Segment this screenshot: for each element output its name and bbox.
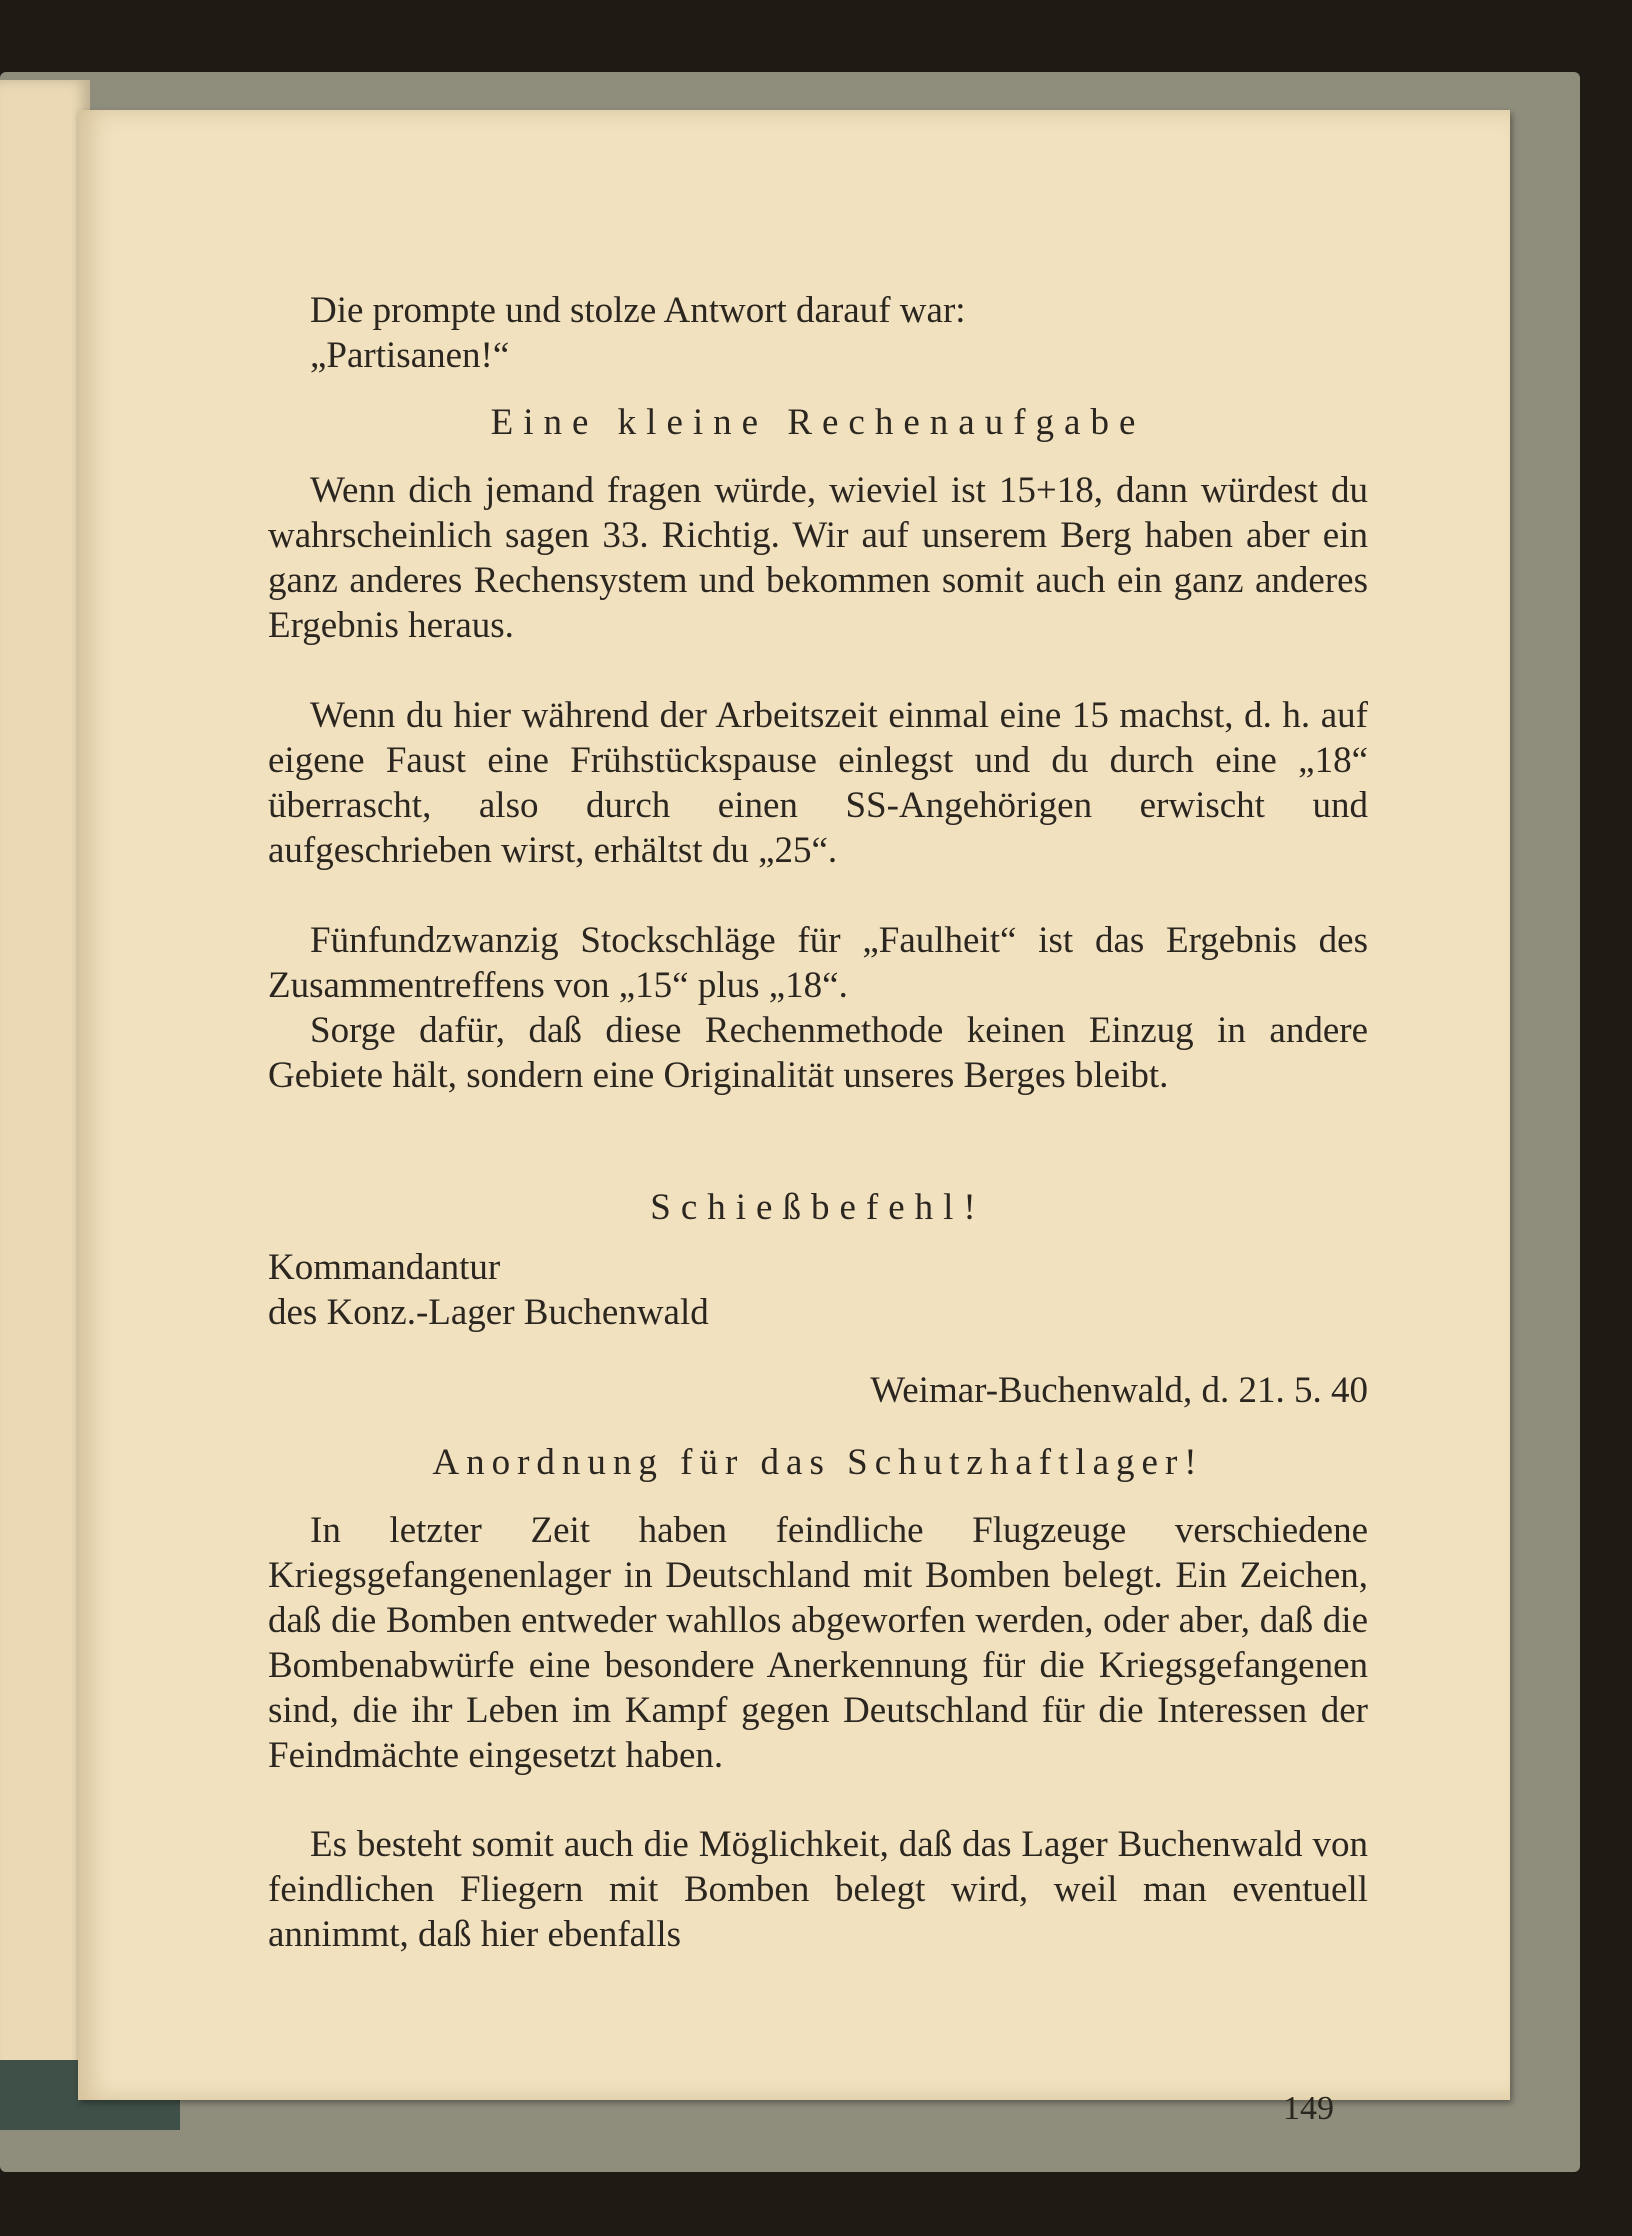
- section-heading-anordnung: Anordnung für das Schutzhaftlager!: [432, 1442, 1204, 1483]
- book-page: [78, 110, 1510, 2127]
- intro-line-1: Die prompte und stolze Antwort darauf war:: [310, 290, 966, 331]
- section-heading-schiessbefehl: Schießbefehl!: [650, 1187, 986, 1228]
- sender-block: [268, 1245, 1368, 1335]
- section-heading-rechenaufgabe: Eine kleine Rechenaufgabe: [490, 402, 1146, 443]
- page-number: 149: [1283, 2090, 1334, 2127]
- paragraph-6: Es besteht somit auch die Möglichkeit, daß das Lager Buchenwald von feindlichen Fliegern mit Bomben belegt wird, weil man eventuell annimmt, daß hier ebenfalls: [268, 1824, 1368, 1955]
- paragraph-3: Fünfundzwanzig Stockschläge für „Faulheit“ ist das Ergebnis des Zusammentreffens von „15“ plus „18“.: [268, 920, 1368, 1006]
- intro-paragraph: [268, 288, 1368, 378]
- sender-line-2: des Konz.-Lager Buchenwald: [268, 1292, 709, 1333]
- intro-line-2: „Partisanen!“: [310, 335, 510, 376]
- paragraph-4: Sorge dafür, daß diese Rechenmethode keinen Einzug in andere Gebiete hält, sondern eine Originalität unseres Berges bleibt.: [268, 1010, 1368, 1096]
- sender-line-1: Kommandantur: [268, 1247, 501, 1288]
- dateline: Weimar-Buchenwald, d. 21. 5. 40: [870, 1370, 1368, 1411]
- paragraph-5: In letzter Zeit haben feindliche Flugzeuge verschiedene Kriegsgefangenenlager in Deutschland mit Bomben belegt. Ein Zeichen, daß die Bomben entweder wahllos abgeworfen werden, oder aber, daß die Bombenabwürfe eine besondere Anerkennung für die Kriegsgefangenen sind, die ihr Leben im Kampf gegen Deutschland für die Interessen der Feindmächte eingesetzt haben.: [268, 1510, 1368, 1776]
- previous-page-edge: [0, 80, 90, 2120]
- paragraph-1: Wenn dich jemand fragen würde, wieviel ist 15+18, dann würdest du wahrscheinlich sagen 33. Richtig. Wir auf unserem Berg haben aber ein ganz anderes Rechensystem und bekommen somit auch ein ganz anderes Ergebnis heraus.: [268, 470, 1368, 646]
- paragraph-2: Wenn du hier während der Arbeitszeit einmal eine 15 machst, d. h. auf eigene Faust eine Frühstückspause einlegst und du durch eine „18“ überrascht, also durch einen SS-Angehörigen erwischt und aufgeschrieben wirst, erhältst du „25“.: [268, 695, 1368, 871]
